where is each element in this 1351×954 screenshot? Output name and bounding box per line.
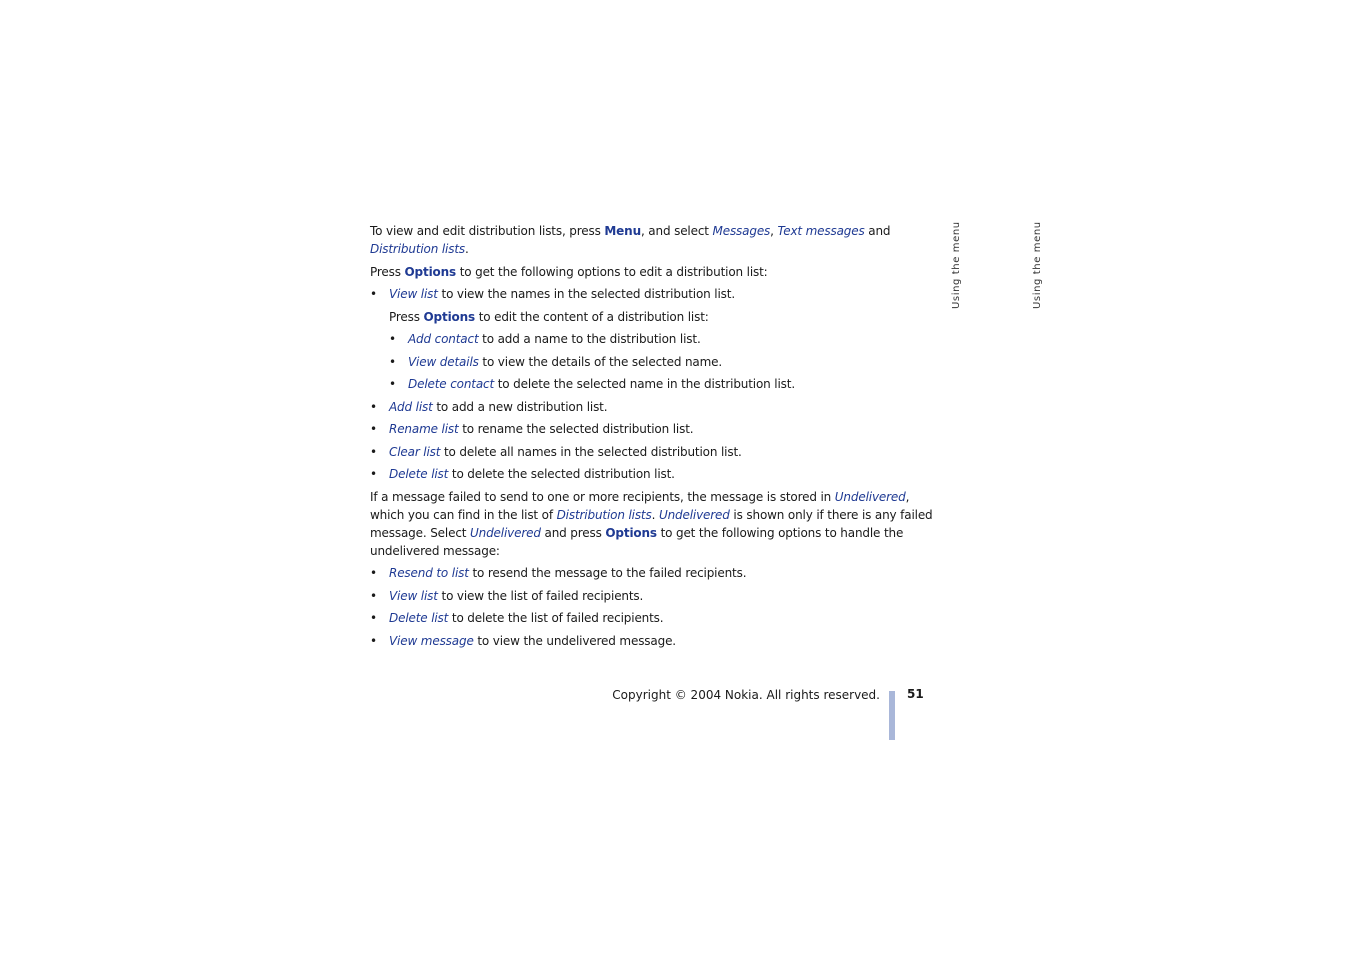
list-item xyxy=(370,609,940,627)
undelivered-term: Undelivered xyxy=(658,507,730,522)
item-description: to add a name to the distribution list. xyxy=(478,332,701,346)
paragraph-text: , which you can find in the list of xyxy=(370,489,910,522)
menu-key: Menu xyxy=(604,224,641,238)
bullet: • xyxy=(370,611,377,625)
resend-to-list-term: Resend to list xyxy=(389,566,469,580)
side-label: Using the menu xyxy=(951,221,962,309)
copyright-text: Copyright © 2004 Nokia. All rights reserved. xyxy=(612,688,880,702)
item-description: to delete all names in the selected distribution list. xyxy=(440,444,742,459)
failed-paragraph xyxy=(370,488,940,560)
item-description: to view the details of the selected name. xyxy=(478,354,723,369)
bullet: • xyxy=(370,422,377,436)
list-item xyxy=(370,564,940,582)
list-item xyxy=(370,632,940,650)
item-description: to view the names in the selected distribution list. xyxy=(437,287,735,301)
bullet: • xyxy=(370,444,377,459)
paragraph-text: to get the following options to handle the undelivered message: xyxy=(370,525,904,558)
press-options-paragraph xyxy=(370,263,940,281)
paragraph-text: to get the following options to edit a distribution list: xyxy=(456,264,768,279)
bullet: • xyxy=(370,287,377,301)
item-description: to view the undelivered message. xyxy=(473,633,676,648)
bullet: • xyxy=(370,588,377,603)
paragraph-text: to edit the content of a distribution list: xyxy=(475,309,709,324)
page-content xyxy=(370,222,940,654)
sub-list-item xyxy=(389,353,940,371)
view-list-term: View list xyxy=(389,287,438,301)
paragraph-text: If a message failed to send to one or more recipients, the message is stored in xyxy=(370,489,835,504)
page-number: 51 xyxy=(907,687,924,701)
view-details-term: View details xyxy=(408,354,479,369)
intro-text: To view and edit distribution lists, press xyxy=(370,224,605,238)
paragraph-text: Press xyxy=(389,309,424,324)
clear-list-term: Clear list xyxy=(389,444,441,459)
item-description: to add a new distribution list. xyxy=(432,399,608,414)
list-item xyxy=(370,398,940,416)
options-key: Options xyxy=(605,525,657,540)
intro-text: . xyxy=(465,242,469,256)
list-item xyxy=(370,465,940,483)
paragraph-text: . xyxy=(651,507,659,522)
distribution-lists-term: Distribution lists xyxy=(370,242,465,256)
list-item xyxy=(370,443,940,461)
list-item xyxy=(370,587,940,605)
undelivered-term: Undelivered xyxy=(834,489,906,504)
add-list-term: Add list xyxy=(389,399,433,414)
bullet: • xyxy=(389,354,396,369)
bullet: • xyxy=(370,399,377,414)
view-list-term: View list xyxy=(389,588,438,603)
bullet: • xyxy=(389,377,396,391)
view-message-term: View message xyxy=(389,633,474,648)
text-messages-term: Text messages xyxy=(777,224,865,238)
paragraph-text: Press xyxy=(370,264,405,279)
paragraph-text: is shown only if there is any failed message. Select xyxy=(370,507,933,540)
undelivered-term: Undelivered xyxy=(470,525,541,540)
bullet: • xyxy=(370,566,377,580)
intro-text: , and select xyxy=(640,224,713,238)
add-contact-term: Add contact xyxy=(408,332,479,346)
bullet: • xyxy=(370,633,377,648)
item-description: to delete the list of failed recipients. xyxy=(448,611,664,625)
item-description: to resend the message to the failed recipients. xyxy=(468,566,747,580)
messages-term: Messages xyxy=(712,224,771,238)
bullet: • xyxy=(370,467,377,481)
sub-list-item xyxy=(389,375,940,393)
delete-list-term: Delete list xyxy=(389,467,449,481)
sub-press-paragraph xyxy=(389,308,940,326)
paragraph-text: and press xyxy=(540,525,606,540)
options-key: Options xyxy=(404,264,457,279)
rename-list-term: Rename list xyxy=(389,422,459,436)
side-label: Using the menu xyxy=(1032,221,1043,309)
intro-text: and xyxy=(864,224,891,238)
item-description: to view the list of failed recipients. xyxy=(437,588,644,603)
bullet: • xyxy=(389,332,396,346)
list-item xyxy=(370,285,940,303)
item-description: to delete the selected name in the distribution list. xyxy=(494,377,795,391)
list-item xyxy=(370,420,940,438)
options-key: Options xyxy=(423,309,476,324)
delete-contact-term: Delete contact xyxy=(408,377,495,391)
delete-list-term: Delete list xyxy=(389,611,449,625)
item-description: to rename the selected distribution list. xyxy=(458,422,694,436)
intro-paragraph xyxy=(370,222,940,258)
sub-list-item xyxy=(389,330,940,348)
item-description: to delete the selected distribution list. xyxy=(448,467,675,481)
distribution-lists-term: Distribution lists xyxy=(556,507,652,522)
page-bar xyxy=(889,691,895,740)
intro-text: , xyxy=(770,224,778,238)
